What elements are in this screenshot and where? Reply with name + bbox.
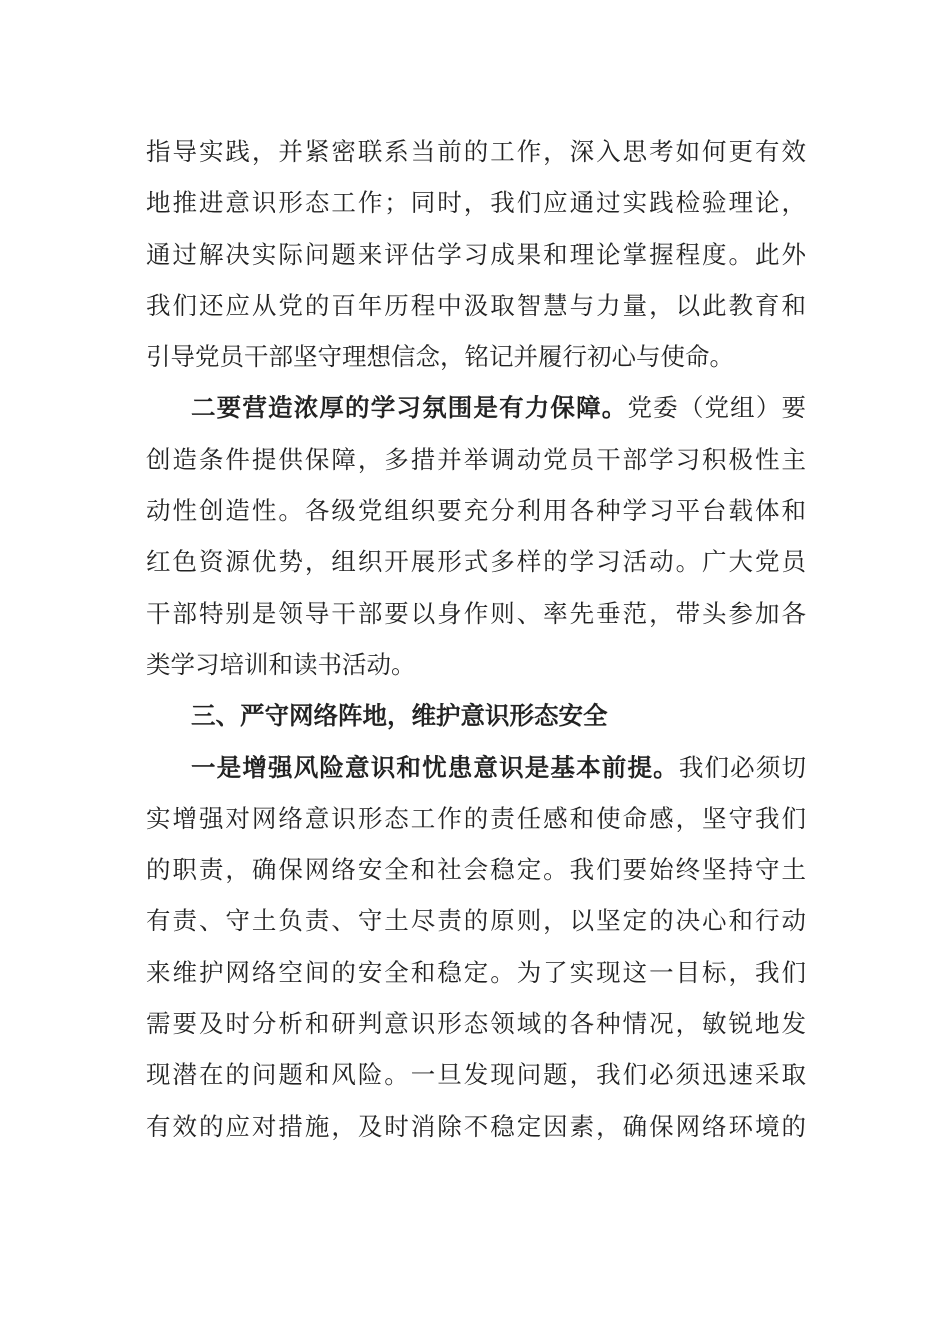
text-segment: 指导实践，并紧密联系当前的工作，深入思考如何更有效: [146, 137, 806, 166]
bold-text-segment: 三、严守网络阵地，维护意识形态安全: [191, 701, 608, 731]
paragraph: [146, 742, 806, 1152]
text-line: [146, 382, 806, 433]
text-segment: 创造条件提供保障，多措并举调动党员干部学习积极性主: [146, 444, 806, 474]
text-line: [146, 793, 806, 844]
paragraph: [146, 382, 806, 690]
text-line: [146, 177, 806, 228]
bold-text-segment: 二要营造浓厚的学习氛围是有力保障。: [191, 393, 628, 423]
text-line: [146, 434, 806, 485]
document-body: [146, 126, 806, 1152]
text-segment: 红色资源优势，组织开展形式多样的学习活动。广大党员: [146, 547, 806, 577]
text-segment: 实增强对网络意识形态工作的责任感和使命感，坚守我们: [146, 803, 806, 833]
text-line: [146, 742, 806, 793]
text-segment: 通过解决实际问题来评估学习成果和理论掌握程度。此外: [146, 239, 806, 269]
text-segment: 干部特别是领导干部要以身作则、率先垂范，带头参加各: [146, 598, 806, 628]
text-segment: 动性创造性。各级党组织要充分利用各种学习平台载体和: [146, 496, 806, 526]
text-line: [146, 947, 806, 998]
text-segment: 我们必须切: [678, 752, 807, 782]
text-line: [146, 588, 806, 639]
text-line: [146, 280, 806, 331]
paragraph: [146, 126, 806, 382]
text-line: [146, 229, 806, 280]
text-segment: 引导党员干部坚守理想信念，铭记并履行初心与使命。: [146, 342, 734, 372]
text-line: [146, 844, 806, 895]
text-line: [146, 639, 806, 690]
text-line: [146, 485, 806, 536]
text-line: [146, 1049, 806, 1100]
text-line: [146, 690, 806, 741]
text-line: [146, 1101, 806, 1152]
text-segment: 地推进意识形态工作；同时，我们应通过实践检验理论，: [146, 188, 806, 218]
section-heading: [146, 690, 806, 741]
text-line: [146, 895, 806, 946]
text-segment: 现潜在的问题和风险。一旦发现问题，我们必须迅速采取: [146, 1060, 806, 1090]
bold-text-segment: 一是增强风险意识和忧患意识是基本前提。: [191, 752, 679, 782]
text-segment: 我们还应从党的百年历程中汲取智慧与力量，以此教育和: [146, 290, 806, 320]
text-line: [146, 126, 806, 177]
text-line: [146, 331, 806, 382]
text-segment: 需要及时分析和研判意识形态领域的各种情况，敏锐地发: [146, 1009, 806, 1039]
text-segment: 党委（党组）要: [627, 393, 807, 423]
text-line: [146, 536, 806, 587]
text-segment: 的职责，确保网络安全和社会稳定。我们要始终坚持守土: [146, 855, 806, 885]
text-segment: 有责、守土负责、守土尽责的原则，以坚定的决心和行动: [146, 906, 806, 936]
text-segment: 有效的应对措施，及时消除不稳定因素，确保网络环境的: [146, 1111, 806, 1141]
text-line: [146, 998, 806, 1049]
text-segment: 来维护网络空间的安全和稳定。为了实现这一目标，我们: [146, 957, 806, 987]
text-segment: 类学习培训和读书活动。: [146, 649, 416, 679]
